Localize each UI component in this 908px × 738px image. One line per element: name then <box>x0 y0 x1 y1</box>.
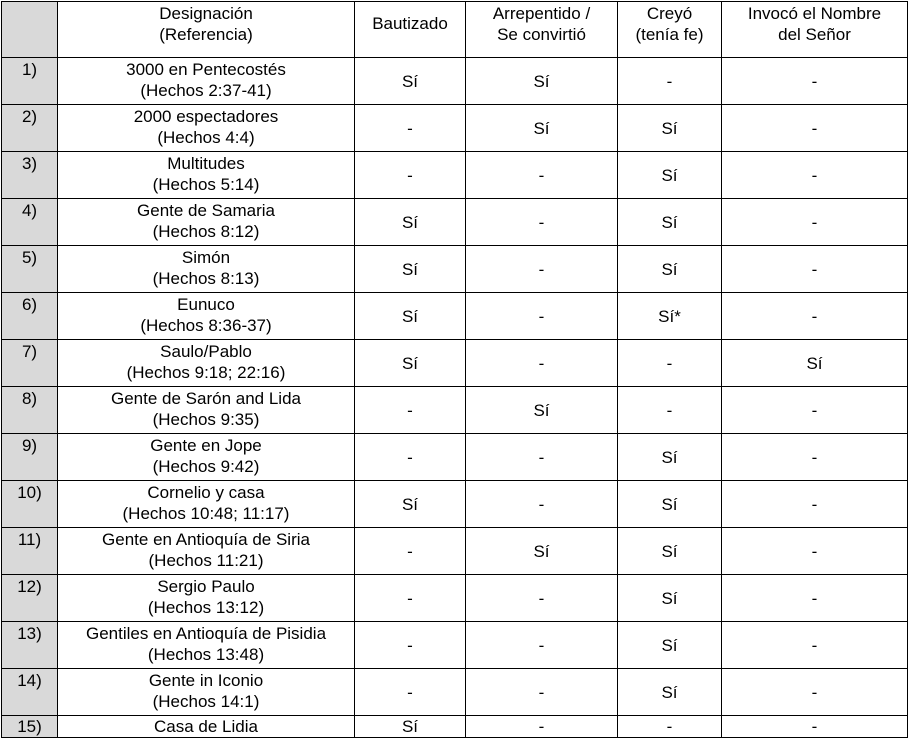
designation-cell <box>58 669 355 716</box>
bautizado-cell: Sí <box>355 481 466 528</box>
designation-cell <box>58 434 355 481</box>
designation-name: Sergio Paulo <box>157 577 255 596</box>
designation-cell <box>58 622 355 669</box>
designation-cell <box>58 152 355 199</box>
arrepentido-cell: - <box>466 622 618 669</box>
arrepentido-cell: - <box>466 669 618 716</box>
table-row <box>2 622 908 669</box>
arrepentido-cell: - <box>466 434 618 481</box>
header-creyo-line1: Creyó <box>646 4 693 23</box>
invoco-cell: - <box>722 152 908 199</box>
table-row <box>2 199 908 246</box>
arrepentido-cell: - <box>466 152 618 199</box>
header-invoco-line1: Invocó el Nombre <box>747 4 882 23</box>
table-row <box>2 105 908 152</box>
invoco-cell: - <box>722 669 908 716</box>
header-creyo <box>618 2 722 58</box>
invoco-cell: - <box>722 246 908 293</box>
creyo-cell: Sí <box>618 669 722 716</box>
designation-reference: (Hechos 8:13) <box>152 269 260 288</box>
row-number: 10) <box>2 481 58 528</box>
invoco-cell: - <box>722 199 908 246</box>
designation-cell <box>58 387 355 434</box>
invoco-cell: - <box>722 716 908 738</box>
designation-name: Simón <box>181 248 231 267</box>
designation-reference: (Hechos 13:48) <box>147 645 265 664</box>
designation-reference: (Hechos 2:37-41) <box>140 81 272 100</box>
arrepentido-cell: Sí <box>466 387 618 434</box>
invoco-cell: - <box>722 434 908 481</box>
invoco-cell: - <box>722 58 908 105</box>
designation-cell <box>58 528 355 575</box>
arrepentido-cell: - <box>466 199 618 246</box>
invoco-cell: - <box>722 387 908 434</box>
creyo-cell: Sí <box>618 105 722 152</box>
conversions-table <box>1 1 908 738</box>
bautizado-cell: - <box>355 152 466 199</box>
row-number: 7) <box>2 340 58 387</box>
table-row <box>2 669 908 716</box>
invoco-cell: Sí <box>722 340 908 387</box>
arrepentido-cell: Sí <box>466 105 618 152</box>
designation-name: Gentiles en Antioquía de Pisidia <box>85 624 327 643</box>
row-number: 11) <box>2 528 58 575</box>
arrepentido-cell: - <box>466 246 618 293</box>
table-row <box>2 340 908 387</box>
bautizado-cell: Sí <box>355 340 466 387</box>
designation-cell <box>58 105 355 152</box>
table-row <box>2 152 908 199</box>
bautizado-cell: - <box>355 528 466 575</box>
bautizado-cell: - <box>355 575 466 622</box>
designation-reference: (Hechos 5:14) <box>152 175 260 194</box>
header-arrepentido-line2: Se convirtió <box>497 25 586 44</box>
designation-name: 2000 espectadores <box>133 107 279 126</box>
arrepentido-cell: - <box>466 340 618 387</box>
arrepentido-cell: - <box>466 575 618 622</box>
designation-name: Gente de Sarón and Lida <box>111 389 301 408</box>
designation-name: Gente en Antioquía de Siria <box>102 530 310 549</box>
row-number: 14) <box>2 669 58 716</box>
bautizado-cell: - <box>355 105 466 152</box>
invoco-cell: - <box>722 575 908 622</box>
header-bautizado <box>355 2 466 58</box>
header-designacion <box>58 2 355 58</box>
designation-reference: (Hechos 4:4) <box>157 128 255 147</box>
designation-name: Multitudes <box>167 154 245 173</box>
row-number: 1) <box>2 58 58 105</box>
invoco-cell: - <box>722 622 908 669</box>
designation-cell <box>58 58 355 105</box>
bautizado-cell: - <box>355 434 466 481</box>
designation-reference: (Hechos 8:12) <box>152 222 260 241</box>
designation-reference: (Hechos 10:48; 11:17) <box>122 504 290 523</box>
header-invoco-line2: del Señor <box>778 25 851 44</box>
table-row <box>2 716 908 738</box>
table-row <box>2 434 908 481</box>
creyo-cell: - <box>618 716 722 738</box>
designation-reference: (Hechos 9:18; 22:16) <box>126 363 286 382</box>
designation-name: Saulo/Pablo <box>160 342 252 361</box>
arrepentido-cell: Sí <box>466 58 618 105</box>
creyo-cell: Sí <box>618 575 722 622</box>
bautizado-cell: Sí <box>355 199 466 246</box>
header-arrepentido-line1: Arrepentido / <box>492 4 591 23</box>
creyo-cell: - <box>618 340 722 387</box>
designation-reference: (Hechos 11:21) <box>148 551 264 570</box>
bautizado-cell: - <box>355 669 466 716</box>
invoco-cell: - <box>722 105 908 152</box>
header-bautizado-line1: Bautizado <box>372 14 448 33</box>
row-number: 8) <box>2 387 58 434</box>
row-number: 6) <box>2 293 58 340</box>
header-number-column <box>2 2 58 58</box>
table-row <box>2 387 908 434</box>
header-designacion-line2: (Referencia) <box>159 25 253 44</box>
bautizado-cell: Sí <box>355 246 466 293</box>
designation-cell <box>58 340 355 387</box>
designation-reference: (Hechos 9:42) <box>152 457 260 476</box>
designation-name: Cornelio y casa <box>147 483 265 502</box>
bautizado-cell: - <box>355 622 466 669</box>
designation-name: Eunuco <box>177 295 235 314</box>
table-row <box>2 246 908 293</box>
creyo-cell: Sí <box>618 481 722 528</box>
creyo-cell: Sí* <box>618 293 722 340</box>
designation-reference: (Hechos 13:12) <box>147 598 265 617</box>
creyo-cell: - <box>618 58 722 105</box>
row-number: 5) <box>2 246 58 293</box>
bautizado-cell: Sí <box>355 293 466 340</box>
designation-cell <box>58 481 355 528</box>
invoco-cell: - <box>722 528 908 575</box>
designation-cell <box>58 293 355 340</box>
table-row <box>2 293 908 340</box>
arrepentido-cell: - <box>466 293 618 340</box>
row-number: 4) <box>2 199 58 246</box>
creyo-cell: Sí <box>618 528 722 575</box>
table-row <box>2 575 908 622</box>
row-number: 15) <box>2 716 58 738</box>
creyo-cell: Sí <box>618 622 722 669</box>
creyo-cell: Sí <box>618 199 722 246</box>
row-number: 2) <box>2 105 58 152</box>
creyo-cell: Sí <box>618 434 722 481</box>
arrepentido-cell: - <box>466 716 618 738</box>
arrepentido-cell: - <box>466 481 618 528</box>
row-number: 9) <box>2 434 58 481</box>
designation-cell <box>58 199 355 246</box>
bautizado-cell: Sí <box>355 58 466 105</box>
invoco-cell: - <box>722 293 908 340</box>
table-row <box>2 58 908 105</box>
invoco-cell: - <box>722 481 908 528</box>
row-number: 12) <box>2 575 58 622</box>
designation-reference: (Hechos 8:36-37) <box>140 316 272 335</box>
header-creyo-line2: (tenía fe) <box>635 25 704 44</box>
designation-cell <box>58 575 355 622</box>
designation-name: Gente in Iconio <box>148 671 264 690</box>
header-row <box>2 2 908 58</box>
designation-name: Gente de Samaria <box>137 201 275 220</box>
header-invoco <box>722 2 908 58</box>
designation-name: Gente en Jope <box>150 436 262 455</box>
creyo-cell: Sí <box>618 246 722 293</box>
designation-reference: (Hechos 9:35) <box>152 410 260 429</box>
arrepentido-cell: Sí <box>466 528 618 575</box>
bautizado-cell: - <box>355 387 466 434</box>
designation-cell <box>58 716 355 738</box>
designation-name: 3000 en Pentecostés <box>126 60 286 79</box>
designation-cell <box>58 246 355 293</box>
bautizado-cell: Sí <box>355 716 466 738</box>
designation-reference: (Hechos 14:1) <box>152 692 260 711</box>
row-number: 3) <box>2 152 58 199</box>
creyo-cell: - <box>618 387 722 434</box>
creyo-cell: Sí <box>618 152 722 199</box>
table-row <box>2 481 908 528</box>
table-row <box>2 528 908 575</box>
header-designacion-line1: Designación <box>159 4 253 23</box>
designation-name: Casa de Lidia <box>154 717 258 736</box>
header-arrepentido <box>466 2 618 58</box>
row-number: 13) <box>2 622 58 669</box>
